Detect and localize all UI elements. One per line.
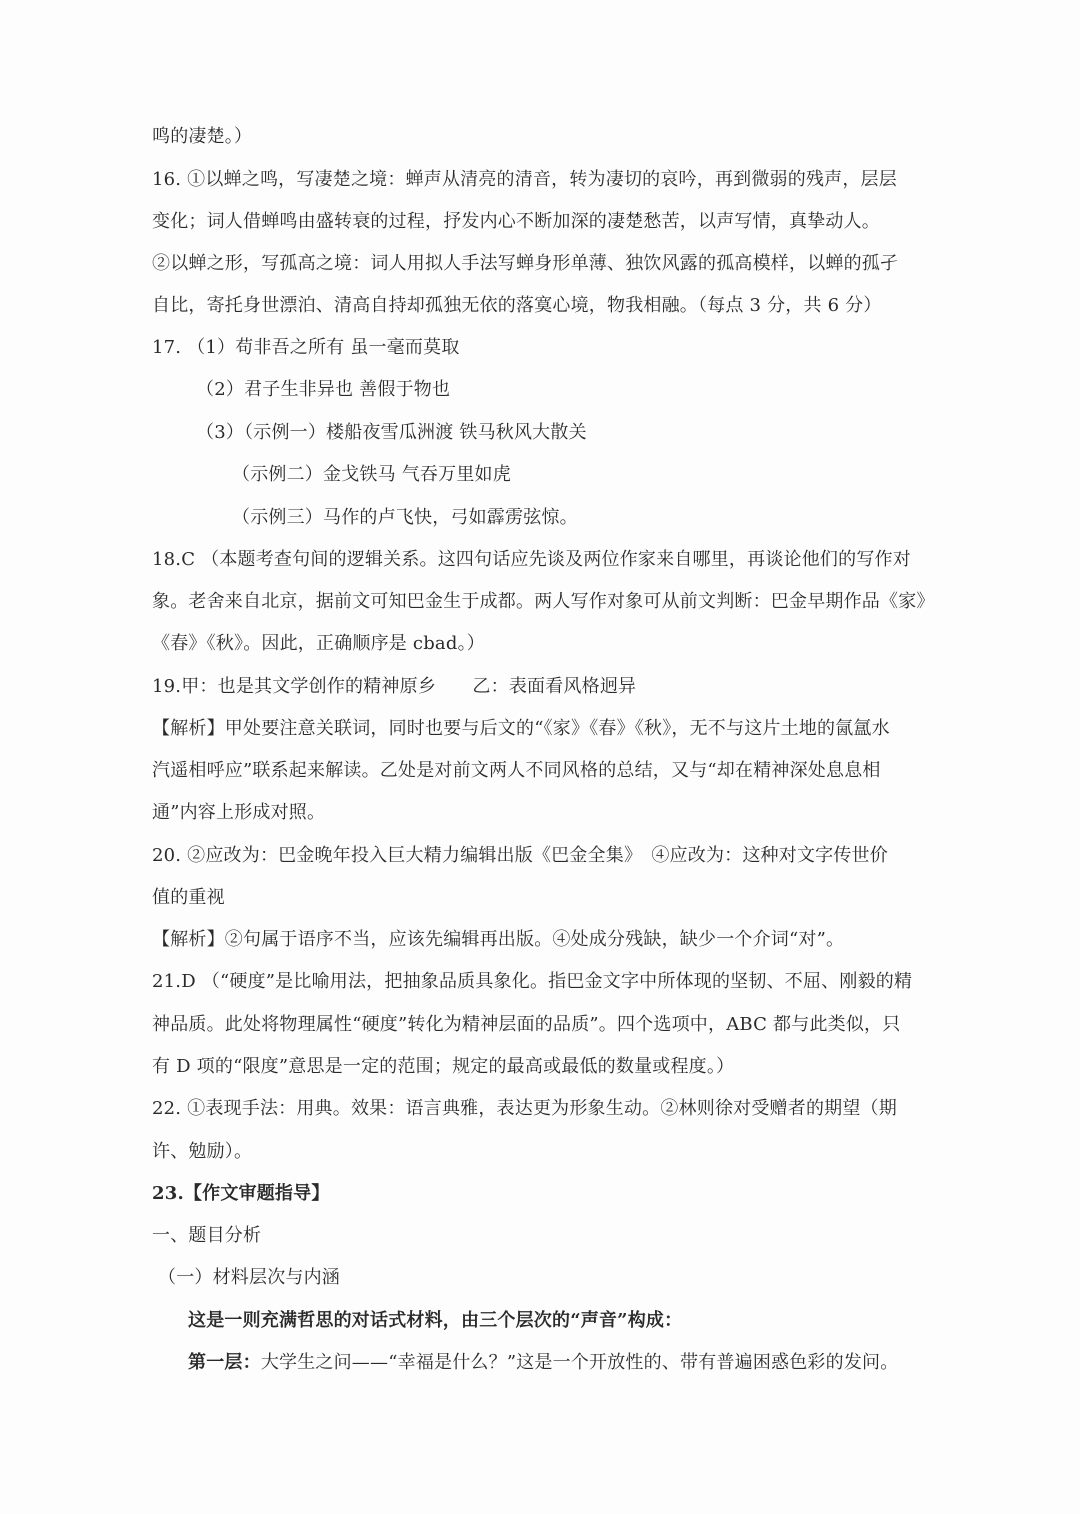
text-line: （示例二）金戈铁马 气吞万里如虎 [232, 464, 511, 485]
text-line: 18.C （本题考查句间的逻辑关系。这四句话应先谈及两位作家来自哪里，再谈论他们的写作对 [152, 549, 911, 570]
text-line: 汽遥相呼应”联系起来解读。乙处是对前文两人不同风格的总结，又与“却在精神深处息息相 [152, 760, 881, 781]
text-line: 象。老舍来自北京，据前文可知巴金生于成都。两人写作对象可从前文判断：巴金早期作品《家》 [152, 591, 935, 612]
text-line: ②以蝉之形，写孤高之境：词人用拟人手法写蝉身形单薄、独饮风露的孤高模样，以蝉的孤孑 [152, 253, 899, 274]
text-line: 22. ①表现手法：用典。效果：语言典雅，表达更为形象生动。②林则徐对受赠者的期望（期 [152, 1098, 897, 1119]
layer-label: 第一层： [188, 1352, 261, 1373]
text-line: 值的重视 [152, 887, 225, 908]
text-line: 自比，寄托身世漂泊、清高自持却孤独无依的落寞心境，物我相融。（每点 3 分，共 6 分） [152, 295, 882, 316]
text-line [188, 1351, 898, 1375]
text-line: 这是一则充满哲思的对话式材料，由三个层次的“声音”构成： [188, 1310, 683, 1331]
text-line: 《春》《秋》。因此，正确顺序是 cbad。） [152, 633, 485, 654]
layer-text: 大学生之问——“幸福是什么？”这是一个开放性的、带有普遍困惑色彩的发问。 [260, 1352, 899, 1373]
text-line: （示例三）马作的卢飞快，弓如霹雳弦惊。 [232, 507, 578, 528]
section-heading: 23.【作文审题指导】 [152, 1183, 330, 1204]
text-line: 21.D （“硬度”是比喻用法，把抽象品质具象化。指巴金文字中所体现的坚韧、不屈、刚毅的精 [152, 971, 913, 992]
text-line: 【解析】②句属于语序不当，应该先编辑再出版。④处成分残缺，缺少一个介词“对”。 [152, 929, 845, 950]
text-line: 通”内容上形成对照。 [152, 802, 326, 823]
text-line: 鸣的凄楚。） [152, 126, 253, 147]
text-line: 许、勉励）。 [152, 1141, 253, 1162]
text-line: 16. ①以蝉之鸣，写凄楚之境：蝉声从清亮的清音，转为凄切的哀吟，再到微弱的残声，层层 [152, 169, 897, 190]
text-line: 17. （1）苟非吾之所有 虽一毫而莫取 [152, 337, 460, 358]
text-line: 19.甲：也是其文学创作的精神原乡 乙：表面看风格迥异 [152, 676, 637, 697]
text-line: （3）（示例一）楼船夜雪瓜洲渡 铁马秋风大散关 [196, 422, 587, 443]
text-line: （2）君子生非异也 善假于物也 [196, 379, 451, 400]
text-line: 20. ②应改为：巴金晚年投入巨大精力编辑出版《巴金全集》 ④应改为：这种对文字传世价 [152, 845, 888, 866]
text-line: 有 D 项的“限度”意思是一定的范围；规定的最高或最低的数量或程度。） [152, 1056, 735, 1077]
text-line: 神品质。此处将物理属性“硬度”转化为精神层面的品质”。四个选项中，ABC 都与此类似，只 [152, 1014, 901, 1035]
text-line: 变化；词人借蝉鸣由盛转衰的过程，抒发内心不断加深的凄楚愁苦，以声写情，真挚动人。 [152, 211, 880, 232]
subsection-heading: （一）材料层次与内涵 [158, 1267, 340, 1288]
text-line: 【解析】甲处要注意关联词，同时也要与后文的“《家》《春》《秋》，无不与这片土地的氤氲水 [152, 718, 890, 739]
section-heading: 一、题目分析 [152, 1225, 262, 1246]
